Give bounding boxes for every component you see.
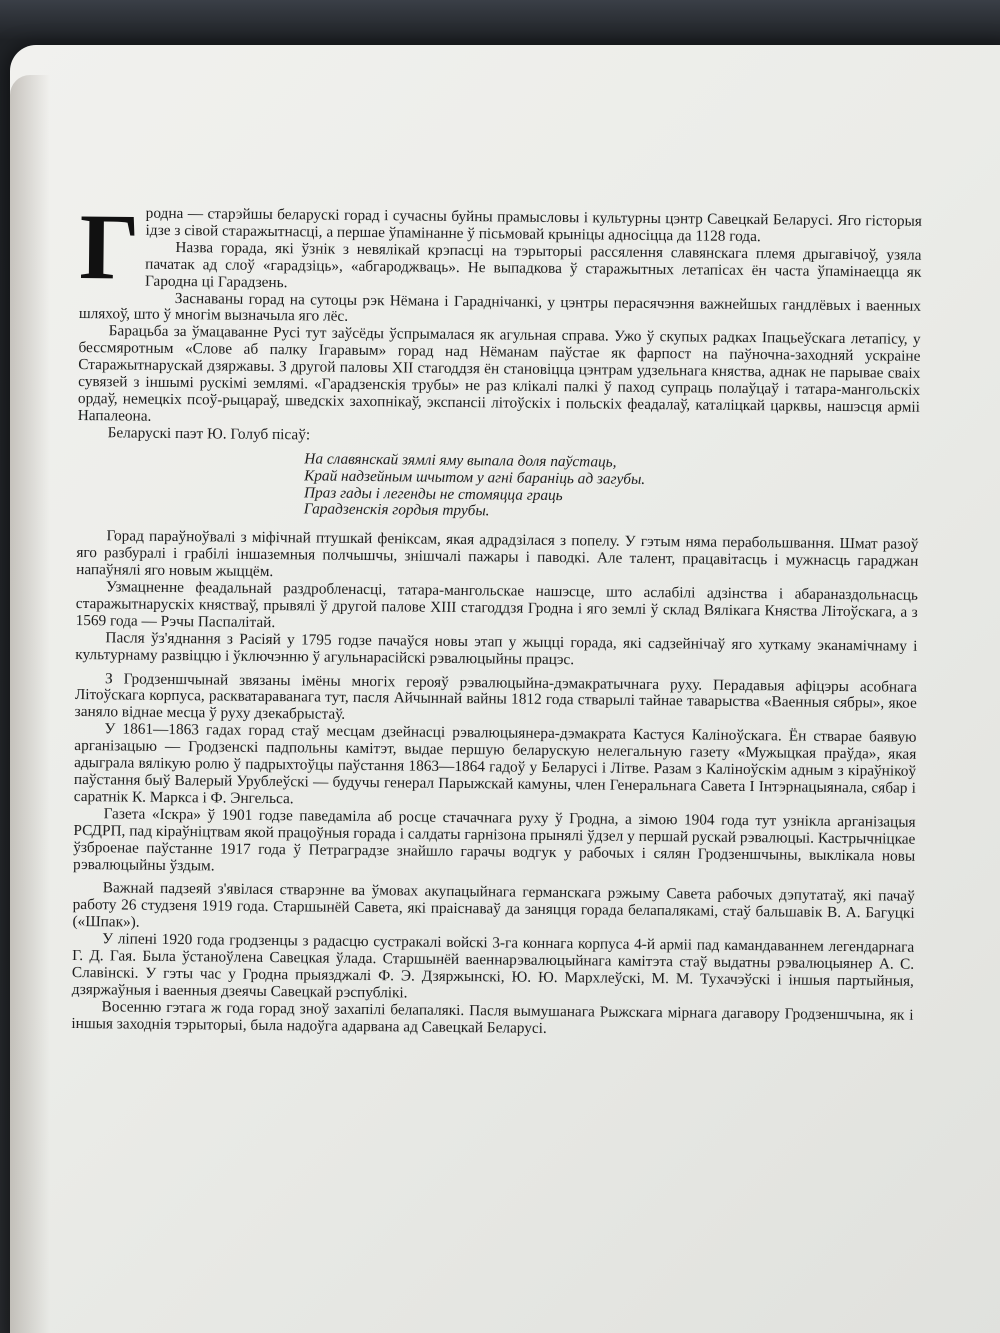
paragraph-11: Газета «Іскра» ў 1901 годзе паведаміла аб росце стачачнага руху ў Гродна, а зімою 1904 года тут узнікла арганізацыя РСДРП, пад кіраўніцтвам якой працоўныя горада і салдаты гарнізона прынялі ўдзел у першай рускай рэвалюцыі. Кастрычніцкае ўзброенае паўстанне 1917 года ў Петраградзе знайшло гарачы водгук у рабочых і сялян Гродзеншчыны, выклікала новы рэвалюцыйны ўздым. xyxy=(73,805,916,874)
paragraph-14: Восенню гэтага ж года горад зноў захапілі белапалякі. Пасля вымушанага Рыжскага мірнага дагавору Гродзеншчына, як і іншыя заходнія тэрыторыі, была надоўга адарвана ад Савецкай Беларусі. xyxy=(71,998,914,1037)
paragraph-10: У 1861—1863 гадах горад стаў месцам дзейнасці рэвалюцыянера-дэмакрата Кастуся Каліноўскага. Ён стварае баявую арганізацыю — Гродзенскі падпольны камітэт, выдае першую беларускую нелегальную газету «Мужыцкая праўда», якая адыграла вялікую ролю ў падрыхтоўцы паўстання 1863—1864 гадоў у Беларусі і Літве. Разам з Каліноўскім адным з кіраўнікоў паўстання быў Валерый Урублеўскі — будучы генерал Парыжскай камуны, член Генеральнага Савета І Інтэрнацыянала, сябар і саратнік К. Маркса і Ф. Энгельса. xyxy=(73,720,917,808)
paragraph-7: Узмацненне феадальнай раздробленасці, татара-мангольскае нашэсце, што аслабілі адзінства і абараназдольнасць старажытнарускіх княстваў, прывялі ў другой палове XIII стагоддзя Гродна і яго землі ў склад Вялікага Княства Літоўскага, а з 1569 года — Рэчы Паспалітай. xyxy=(75,578,919,631)
paragraph-6: Горад параўноўвалі з міфічнай птушкай феніксам, якая адрадзілася з попелу. У гэтым няма перабольшвання. Шмат разоў яго разбуралі і грабілі іншаземныя полчышчы, знішчалі пажары і паводкі. Але талент, працавітасць і мужнасць гараджан напаўнялі яго новым жыццём. xyxy=(76,527,919,581)
poem-line: На славянскай зямлі яму выпала доля паўстаць, xyxy=(304,450,617,471)
paragraph-4: Барацьба за ўмацаванне Русі тут заўсёды ўспрымалася як агульная справа. Ужо ў скупых радках Іпацьеўскага летапісу, у бессмяротным «Слове аб палку Ігаравым» горад над Нёманам паўстае як фарпост на паўночна-заходняй ускраіне Старажытнарускай дзяржавы. З другой паловы XII стагоддзя ён становіцца цэнтрам удзельнага княства, аднак не парывае сваіх сувязей з іншымі рускімі землямі. «Гарадзенскія трубы» не раз клікалі палкі ў паход супраць полаўцаў і татара-мангольскіх ордаў, немецкіх псоў-рыцараў, шведскіх захопнікаў, экспансіі літоўскіх і польскіх феадалаў, каталіцкай царквы, нашэсця арміі Напалеона. xyxy=(77,322,921,425)
poem-line: Край надзейным шчытом у агні бараніць ад загубы. xyxy=(304,466,646,488)
paragraph-5: Беларускі паэт Ю. Голуб пісаў: xyxy=(107,424,311,444)
book-page xyxy=(10,45,1000,1333)
article-body xyxy=(71,195,922,1041)
paragraph-2: Назва горада, які ўзнік з невялікай крэпасці на тэрыторыі рассялення славянскага племя дрыгавічоў, узяла пачатак ад слоў «гарадзіць», «абгароджваць». Не выпадкова ў старажытных летапісах ён часта ўпамінаецца як Гародна ці Гарадзень. xyxy=(144,238,922,291)
paragraph-9: З Гродзеншчынай звязаны імёны многіх герояў рэвалюцыйна-дэмакратычнага руху. Перадавыя афіцэры асобнага Літоўскага корпуса, раскватараванага тут, пасля Айчыннай вайны 1812 года стварылі тайнае таварыства «Ваенныя сябры», якое заняло віднае месца ў руху дзекабрыстаў. xyxy=(74,669,918,724)
drop-cap: Г xyxy=(79,195,140,300)
paragraph-13: У ліпені 1920 года гродзенцы з радасцю сустракалі войскі 3-га коннага корпуса 4-й арміі пад камандаваннем легендарнага Г. Д. Гая. Была ўстаноўлена Савецкая ўлада. Старшынёй ваеннарэвалюцыйнага камітэта стаў выдатны рэвалюцыянер А. С. Славінскі. У гэты час у Гродна прыязджалі Ф. Э. Дзяржынскі, Ю. Ю. Мархлеўскі, М. М. Тухачэўскі і іншыя партыйныя, дзяржаўныя і ваенныя дзеячы Савецкай рэспублікі. xyxy=(71,930,915,1002)
poem-line: Праз гады і легенды не стомяцца граць xyxy=(303,483,563,504)
paragraph-8: Пасля ўз'яднання з Расіяй у 1795 годзе пачаўся новы этап у жыцці горада, які садзейнічаў яго хуткаму эканамічнаму і культурнаму развіццю і ўключэнню ў агульнарасійскі рэвалюцыйны працэс. xyxy=(75,629,918,668)
paragraph-12: Важнай падзеяй з'явілася стварэнне ва ўмовах акупацыйнага германскага рэжыму Савета рабочых дэпутатаў, які пачаў работу 26 студзеня 1919 года. Старшынёй Савета, які праіснаваў да заняцця горада белапалякамі, стаў бальшавік В. А. Багуцкі («Шпак»). xyxy=(72,879,915,931)
poem-line: Гарадзенскія гордыя трубы. xyxy=(303,500,490,520)
poem-quote xyxy=(304,451,920,525)
paragraph-3: Заснаваны горад на сутоцы рэк Нёмана і Гараднічанкі, у цэнтры перасячэння важнейшых гандлёвых і ваенных шляхоў, што ў многім вызначыла яго лёс. xyxy=(78,289,922,326)
paragraph-1-text: родна — старэйшы беларускі горад і сучасны буйны прамысловы і культурны цэнтр Савецкай Беларусі. Яго гісторыя ідзе з сівой старажытнасці, а першае ўпамінанне ў пісьмовай крыніцы адносіцца да 1128 года. xyxy=(145,204,922,246)
